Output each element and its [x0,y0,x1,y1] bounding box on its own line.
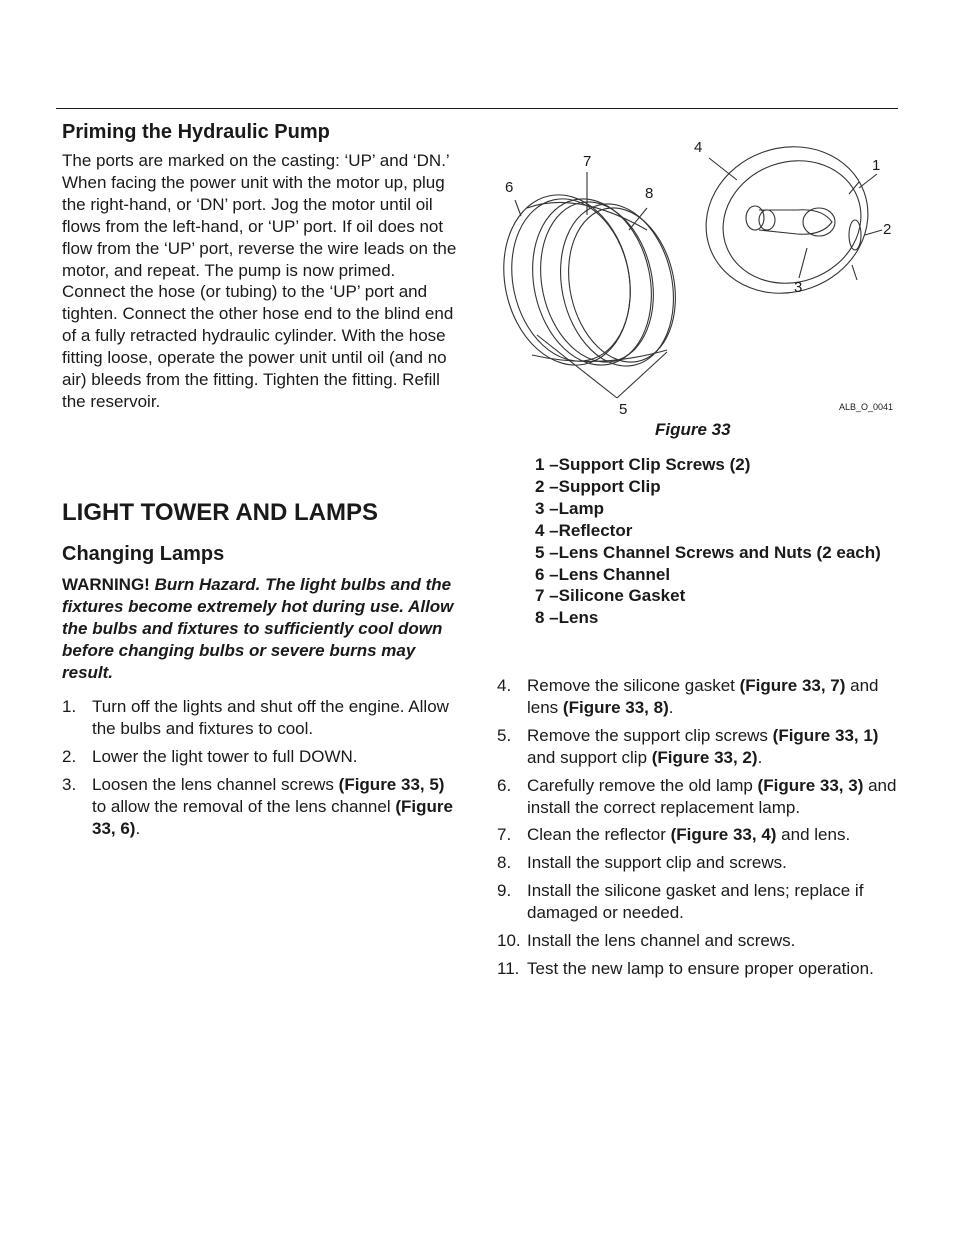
figure-ref: (Figure 33, 4) [670,825,777,845]
list-item: 8. Install the support clip and screws. [497,853,787,873]
legend-item: 7 – Silicone Gasket [535,586,686,606]
figure-ref: (Figure 33, 1) [772,725,879,745]
changing-lamps-title: Changing Lamps [62,543,225,565]
left-steps-list [62,696,462,845]
legend-item: 3 – Lamp [535,498,604,518]
figure-code: ALB_O_0041 [839,402,894,412]
figure-ref: (Figure 33, 7) [739,676,846,695]
burn-warning [62,574,462,684]
callout-5: 5 [619,401,628,418]
callout-2: 2 [883,221,892,238]
callout-7: 7 [583,153,592,170]
callout-1: 1 [872,157,881,174]
legend-item: 8 – Lens [535,608,599,628]
legend-item: 1 – Support Clip Screws (2) [535,455,751,474]
figure-legend [535,454,895,629]
list-item: 2. Lower the light tower to full DOWN. [62,746,358,766]
callout-8: 8 [645,185,654,202]
figure-ref: (Figure 33, 5) [338,774,445,794]
right-steps-list [497,675,902,986]
list-item: 4. Remove the silicone gasket (Figure 33, 7) and lens (Figure 33, 8). [497,676,879,717]
list-item: 7. Clean the reflector (Figure 33, 4) and lens. [497,825,851,845]
figure-ref: (Figure 33, 6) [92,796,453,838]
warning-label: WARNING! [62,575,150,594]
figure-caption: Figure 33 [655,420,731,439]
figure-ref: (Figure 33, 8) [562,697,669,717]
list-item: 1. Turn off the lights and shut off the engine. Allow the bulbs and fixtures to cool. [62,697,449,738]
section-title: LIGHT TOWER AND LAMPS [62,499,378,526]
figure-ref: (Figure 33, 3) [757,775,864,795]
callout-6: 6 [505,179,514,196]
left-column [62,118,462,838]
callout-3: 3 [794,279,803,296]
list-item: 3. Loosen the lens channel screws (Figure 33, 5) to allow the removal of the lens channel (Figure 33, 6). [62,774,453,838]
figure-ref: (Figure 33, 2) [651,747,758,767]
list-item: 5. Remove the support clip screws (Figure 33, 1) and support clip (Figure 33, 2). [497,725,879,767]
list-item: 9. Install the silicone gasket and lens; replace if damaged or needed. [497,881,864,923]
legend-item: 4 – Reflector [535,520,633,540]
header-rule [56,108,898,109]
list-item: 6. Carefully remove the old lamp (Figure 33, 3) and install the correct replacement lamp. [497,775,897,817]
legend-item: 6 – Lens Channel [535,564,671,584]
warning-text: Burn Hazard. The light bulbs and the fixtures become extremely hot during use. Allow the bulbs and fixtures to sufficiently cool down before changing bulbs or severe burns may result. [62,575,454,682]
legend-item: 5 – Lens Channel Screws and Nuts (2 each) [535,542,881,562]
priming-body: The ports are marked on the casting: ‘UP’ and ‘DN.’ When facing the power unit with the motor up, plug the right-hand, or ‘DN’ port. Jog the motor until oil flows from the left-hand, or ‘UP’ port. If oil does not flow from the ‘UP’ port, reverse the wire leads on the motor, and repeat. The pump is now primed. Connect the hose (or tubing) to the ‘UP’ port and tighten. Connect the other hose end to the blind end of a fully retracted hydraulic cylinder. With the hose fitting loose, operate the power unit until oil (and no air) bleeds from the fitting. Tighten the fitting. Refill the reservoir. [62,151,457,411]
list-item: 10. Install the lens channel and screws. [497,931,796,951]
list-item: 11. Test the new lamp to ensure proper operation. [497,958,874,978]
priming-title: Priming the Hydraulic Pump [62,121,330,143]
callout-4: 4 [694,139,703,156]
lamp-assembly-figure [497,130,902,420]
legend-item: 2 – Support Clip [535,476,661,496]
